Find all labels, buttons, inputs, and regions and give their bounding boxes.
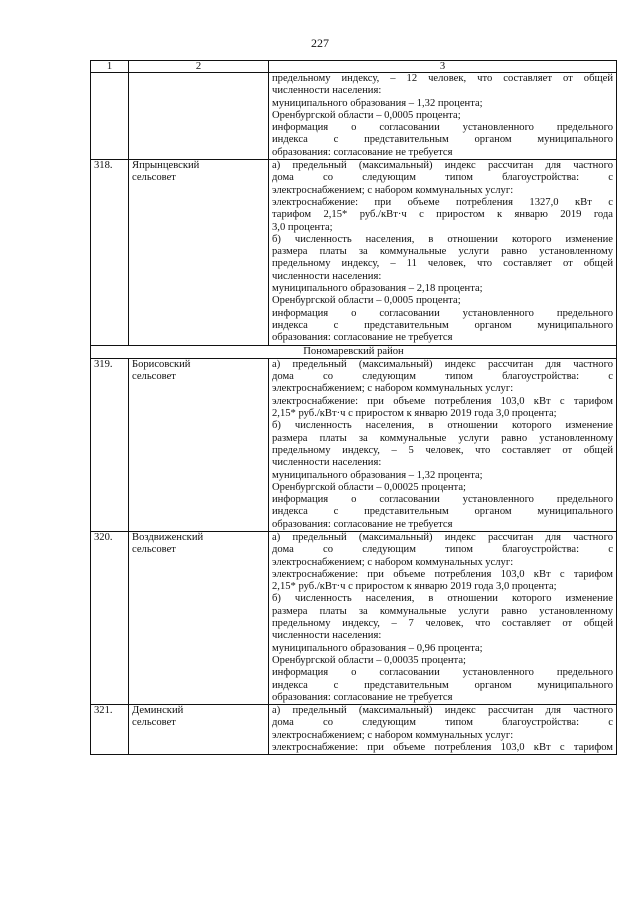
text-line: размера платы за коммунальные услуги равно установленному	[272, 432, 613, 444]
text-line: электроснабжение: при объеме потребления 103,0 кВт с тарифом	[272, 568, 613, 580]
text-line: образования: согласование не требуется	[272, 518, 453, 530]
text-line: электроснабжением; с набором коммунальных услуг:	[272, 729, 514, 741]
text-line: муниципального образования – 2,18 процента;	[272, 283, 483, 295]
row-number	[91, 73, 129, 160]
settlement-type: сельсовет	[132, 371, 176, 383]
row-number: 321.	[91, 705, 129, 755]
text-line: а) предельный (максимальный) индекс рассчитан для частного	[272, 358, 613, 370]
settlement-name: Борисовский	[132, 358, 191, 370]
text-line: численности населения:	[272, 457, 382, 469]
text-line: дома со следующим типом благоустройства: с	[272, 172, 613, 184]
row-number: 318.	[91, 160, 129, 345]
row-name	[129, 73, 269, 160]
table-header-row	[91, 61, 617, 73]
settlement-name: Деминский	[132, 705, 184, 717]
text-line: образования: согласование не требуется	[272, 332, 453, 344]
row-number: 320.	[91, 531, 129, 704]
table-row-continued	[91, 73, 617, 160]
text-line: а) предельный (максимальный) индекс рассчитан для частного	[272, 531, 613, 543]
text-line: численности населения:	[272, 85, 382, 97]
text-line: муниципального образования – 1,32 процента;	[272, 97, 483, 109]
text-line: электроснабжением; с набором коммунальных услуг:	[272, 556, 514, 568]
header-col-2: 2	[129, 61, 269, 73]
text-line: образования: согласование не требуется	[272, 146, 453, 158]
text-line: Оренбургской области – 0,00035 процента;	[272, 654, 466, 666]
text-line: информация о согласовании установленного предельного	[272, 667, 613, 679]
row-description	[269, 705, 617, 755]
header-col-1: 1	[91, 61, 129, 73]
text-line: численности населения:	[272, 630, 382, 642]
text-line: а) предельный (максимальный) индекс рассчитан для частного	[272, 705, 613, 717]
row-number: 319.	[91, 358, 129, 531]
table-row	[91, 160, 617, 345]
text-line: электроснабжение: при объеме потребления 103,0 кВт с тарифом	[272, 742, 613, 754]
text-line: дома со следующим типом благоустройства: с	[272, 717, 613, 729]
text-line: б) численность населения, в отношении которого изменение	[272, 420, 613, 432]
text-line: муниципального образования – 1,32 процента;	[272, 469, 483, 481]
text-line: 2,15* руб./кВт·ч с приростом к январю 2019 года 3,0 процента;	[272, 581, 557, 593]
text-line: дома со следующим типом благоустройства: с	[272, 544, 613, 556]
settlement-type: сельсовет	[132, 544, 176, 556]
row-description	[269, 73, 617, 160]
text-line: Оренбургской области – 0,00025 процента;	[272, 481, 466, 493]
settlement-type: сельсовет	[132, 717, 176, 729]
text-line: электроснабжение: при объеме потребления 103,0 кВт с тарифом	[272, 395, 613, 407]
text-line: индекса с представительным органом муниципального	[272, 134, 613, 146]
text-line: размера платы за коммунальные услуги равно установленному	[272, 246, 613, 258]
text-line: муниципального образования – 0,96 процента;	[272, 642, 483, 654]
page-number: 227	[311, 36, 329, 50]
table-row	[91, 358, 617, 531]
settlement-name: Воздвиженский	[132, 531, 204, 543]
text-line: а) предельный (максимальный) индекс рассчитан для частного	[272, 160, 613, 172]
text-line: тарифом 2,15* руб./кВт·ч с приростом к январю 2019 года	[272, 209, 613, 221]
text-line: б) численность населения, в отношении которого изменение	[272, 233, 613, 245]
text-line: электроснабжение: при объеме потребления 1327,0 кВт с	[272, 196, 613, 208]
text-line: предельному индексу, – 5 человек, что составляет от общей	[272, 444, 613, 456]
text-line: Оренбургской области – 0,0005 процента;	[272, 109, 461, 121]
text-line: 3,0 процента;	[272, 221, 333, 233]
text-line: предельному индексу, – 11 человек, что составляет от общей	[272, 258, 613, 270]
text-line: индекса с представительным органом муниципального	[272, 679, 613, 691]
text-line: информация о согласовании установленного предельного	[272, 122, 613, 134]
row-name	[129, 705, 269, 755]
row-name	[129, 531, 269, 704]
text-line: дома со следующим типом благоустройства: с	[272, 371, 613, 383]
text-line: предельному индексу, – 12 человек, что составляет от общей	[272, 73, 613, 84]
text-line: электроснабжением; с набором коммунальных услуг:	[272, 383, 514, 395]
text-line: индекса с представительным органом муниципального	[272, 506, 613, 518]
row-description	[269, 531, 617, 704]
region-heading: Пономаревский район	[91, 345, 617, 358]
row-name	[129, 160, 269, 345]
header-col-3: 3	[269, 61, 617, 73]
text-line: 2,15* руб./кВт·ч с приростом к январю 2019 года 3,0 процента;	[272, 408, 557, 420]
row-name	[129, 358, 269, 531]
text-line: Оренбургской области – 0,0005 процента;	[272, 295, 461, 307]
text-line: численности населения:	[272, 270, 382, 282]
settlement-name: Япрынцевский	[132, 160, 200, 172]
settlement-type: сельсовет	[132, 172, 176, 184]
text-line: индекса с представительным органом муниципального	[272, 319, 613, 331]
table-row	[91, 531, 617, 704]
tariff-table	[90, 60, 617, 755]
text-line: предельному индексу, – 7 человек, что составляет от общей	[272, 618, 613, 630]
text-line: образования: согласование не требуется	[272, 691, 453, 703]
region-row	[91, 345, 617, 358]
text-line: размера платы за коммунальные услуги равно установленному	[272, 605, 613, 617]
text-line: б) численность населения, в отношении которого изменение	[272, 593, 613, 605]
row-description	[269, 160, 617, 345]
text-line: информация о согласовании установленного предельного	[272, 307, 613, 319]
text-line: электроснабжением; с набором коммунальных услуг:	[272, 184, 514, 196]
table-row	[91, 705, 617, 755]
text-line: информация о согласовании установленного предельного	[272, 494, 613, 506]
row-description	[269, 358, 617, 531]
